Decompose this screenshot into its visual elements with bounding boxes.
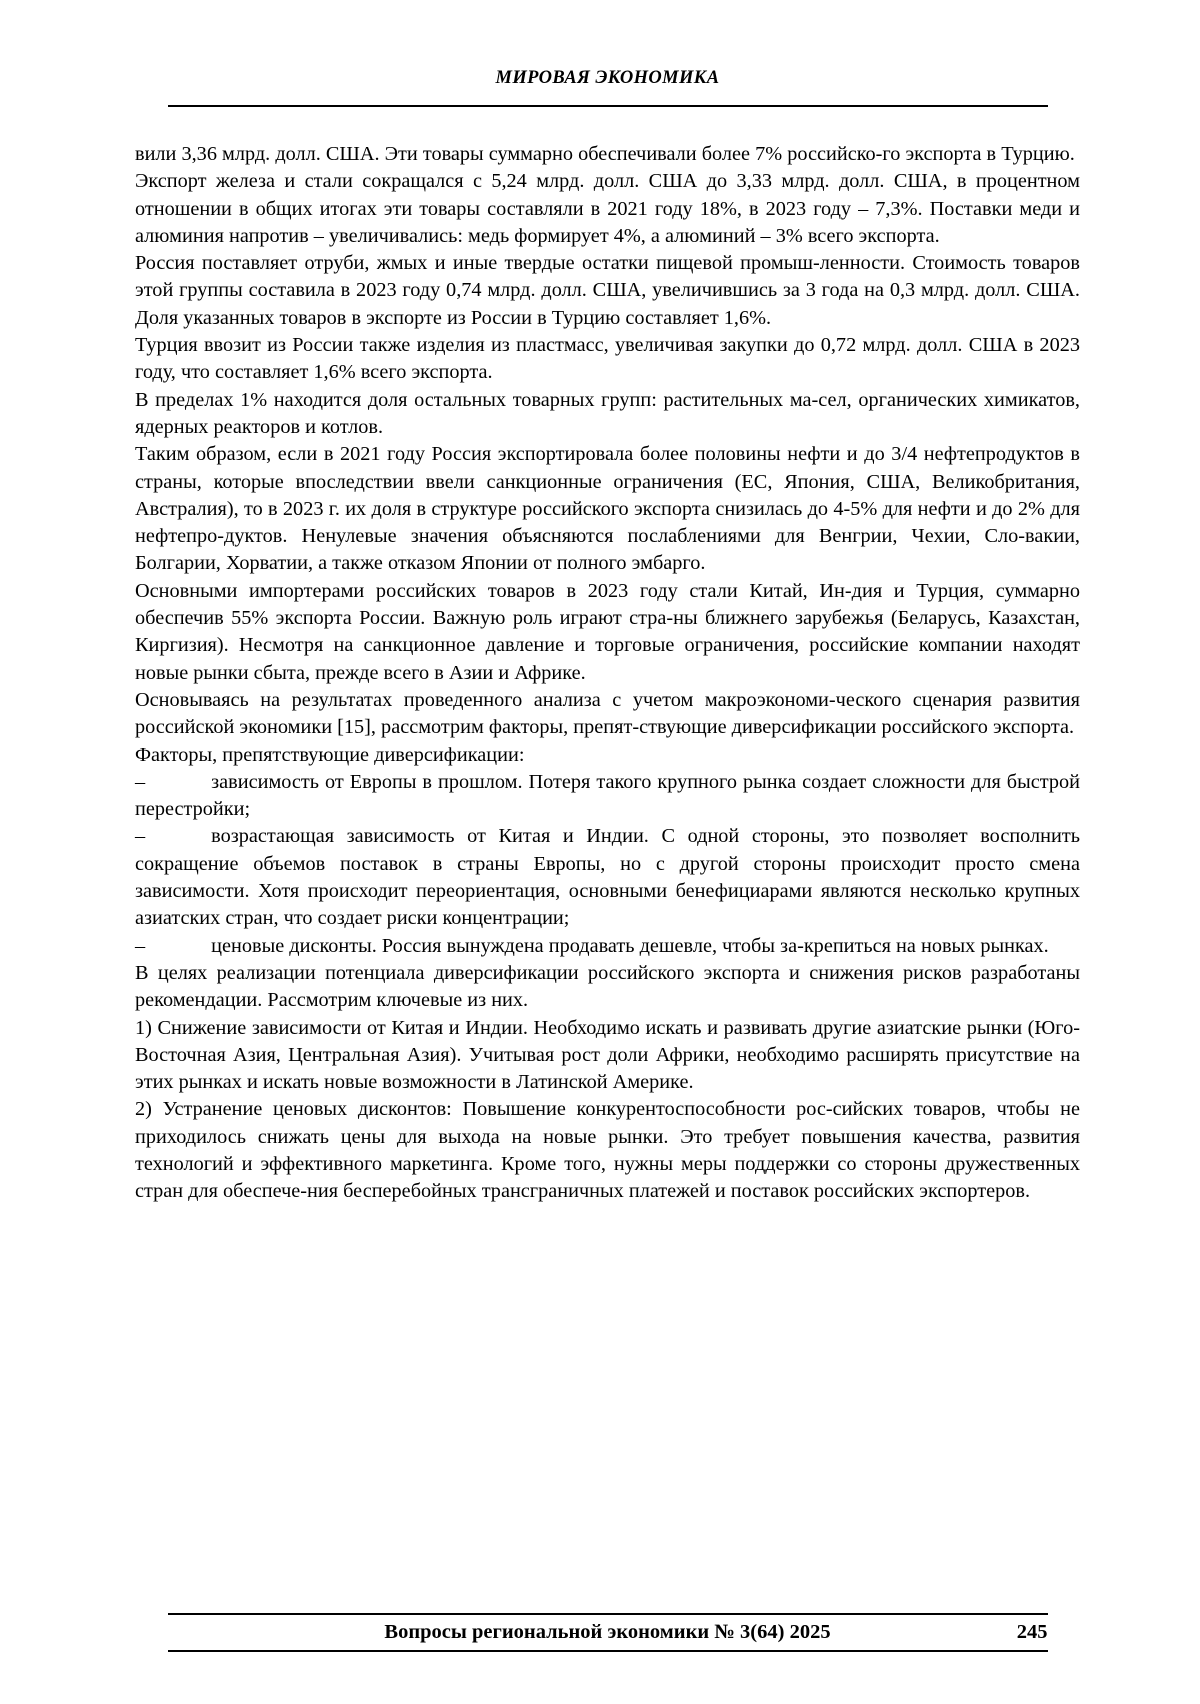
paragraph: В пределах 1% находится доля остальных товарных групп: растительных ма-сел, органических химикатов, ядерных реакторов и котлов.: [135, 388, 1080, 438]
list-item-text: ценовые дисконты. Россия вынуждена продавать дешевле, чтобы за-крепиться на новых рынках.: [211, 934, 1049, 957]
list-item-text: возрастающая зависимость от Китая и Индии. С одной стороны, это позволяет восполнить сокращение объемов поставок в страны Европы, но с другой стороны происходит просто смена зависимости. Хотя происходит переориентация, основными бенефициарами являются несколько крупных азиатских стран, что создает риски концентрации;: [135, 825, 1080, 930]
paragraph: 1) Снижение зависимости от Китая и Индии. Необходимо искать и развивать другие азиатские рынки (Юго-Восточная Азия, Центральная Азия). Учитывая рост доли Африки, необходимо расширять присутствие на этих рынках и искать новые возможности в Латинской Америке.: [135, 1016, 1080, 1094]
paragraph: Основными импортерами российских товаров в 2023 году стали Китай, Ин-дия и Турция, суммарно обеспечив 55% экспорта России. Важную роль играют стра-ны ближнего зарубежья (Беларусь, Казахстан, Киргизия). Несмотря на санкционное давление и торговые ограничения, российские компании находят новые рынки сбыта, прежде всего в Азии и Африке.: [135, 579, 1080, 684]
paragraph: Основываясь на результатах проведенного анализа с учетом макроэкономи-ческого сценария развития российской экономики [15], рассмотрим факторы, препят-ствующие диверсификации российского экспорта.: [135, 688, 1080, 739]
paragraph: Таким образом, если в 2021 году Россия экспортировала более половины нефти и до 3/4 нефтепродуктов в страны, которые впоследствии ввели санкционные ограничения (ЕС, Япония, США, Великобритания, Австралия), то в 2023 г. их доля в структуре российского экспорта снизилась до 4-5% для нефти и до 2% для нефтепро-дуктов. Ненулевые значения объясняются послаблениями для Венгрии, Чехии, Сло-вакии, Болгарии, Хорватии, а также отказом Японии от полного эмбарго.: [135, 443, 1080, 575]
journal-title: Вопросы региональной экономики № 3(64) 2025: [384, 1621, 831, 1643]
paragraph: В целях реализации потенциала диверсификации российского экспорта и снижения рисков разработаны рекомендации. Рассмотрим ключевые из них.: [135, 961, 1080, 1012]
paragraph: Россия поставляет отруби, жмых и иные твердые остатки пищевой промыш-ленности. Стоимость товаров этой группы составила в 2023 году 0,74 млрд. долл. США, увеличившись за 3 года на 0,3 млрд. долл. США. Доля указанных товаров в экспорте из России в Турцию составляет 1,6%.: [135, 252, 1080, 329]
footer-divider-bottom: [168, 1650, 1048, 1652]
list-marker: –: [135, 825, 146, 848]
paragraph: 2) Устранение ценовых дисконтов: Повышение конкурентоспособности рос-сийских товаров, чтобы не приходилось снижать цены для выхода на новые рынки. Это требует повышения качества, развития технологий и эффективного маркетинга. Кроме того, нужны меры поддержки со стороны дружественных стран для обеспече-ния бесперебойных трансграничных платежей и поставок российских экспортеров.: [135, 1098, 1080, 1203]
article-body: [135, 141, 1080, 1206]
paragraph: Экспорт железа и стали сокращался с 5,24 млрд. долл. США до 3,33 млрд. долл. США, в процентном отношении в общих итогах эти товары составляли в 2021 году 18%, в 2023 году – 7,3%. Поставки меди и алюминия напротив – увеличивались: медь формирует 4%, а алюминий – 3% всего экспорта.: [135, 170, 1080, 247]
page-footer: [135, 1613, 1080, 1652]
list-marker: –: [135, 770, 146, 793]
list-marker: –: [135, 934, 146, 957]
list-item-text: зависимость от Европы в прошлом. Потеря такого крупного рынка создает сложности для быстрой перестройки;: [135, 770, 1080, 821]
list-intro: Факторы, препятствующие диверсификации:: [135, 743, 525, 766]
list-item: [135, 769, 1080, 824]
list-item: [135, 933, 1080, 960]
paragraph: вили 3,36 млрд. долл. США. Эти товары суммарно обеспечивали более 7% российско-го экспорта в Турцию.: [135, 143, 1075, 165]
paragraph: Турция ввозит из России также изделия из пластмасс, увеличивая закупки до 0,72 млрд. долл. США в 2023 году, что составляет 1,6% всего экспорта.: [135, 334, 1080, 384]
page-number: 245: [1016, 1621, 1048, 1643]
footer-divider-top: [168, 1613, 1048, 1615]
footer-row: [168, 1621, 1048, 1644]
header-divider: [168, 105, 1048, 107]
running-head: МИРОВАЯ ЭКОНОМИКА: [495, 68, 720, 88]
list-item: [135, 823, 1080, 932]
